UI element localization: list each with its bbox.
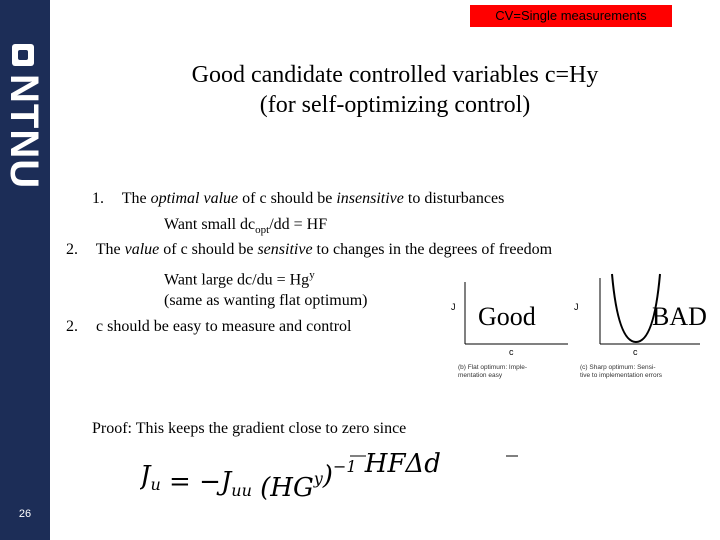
- list-text: to disturbances: [403, 190, 505, 207]
- ntnu-logo-text: NTNU: [2, 74, 46, 190]
- left-caption: (b) Flat optimum: Imple- mentation easy: [458, 364, 527, 379]
- title-line-2: (for self-optimizing control): [259, 92, 531, 118]
- list-number: 2.: [66, 317, 78, 335]
- list-text: /dd = HF: [269, 215, 328, 233]
- emphasis-text: optimal value: [150, 190, 239, 207]
- list-text: Want large dc/du = Hg: [164, 270, 310, 288]
- list-subitem-2b: (same as wanting flat optimum): [164, 292, 368, 309]
- slide-number: 26: [18, 508, 32, 520]
- gradient-equation: [140, 452, 520, 500]
- good-label: Good: [478, 302, 536, 331]
- left-y-label: J: [451, 302, 456, 312]
- list-text: The: [95, 241, 125, 258]
- list-text: The: [121, 190, 151, 207]
- list-item-2: [66, 237, 552, 263]
- right-y-label: J: [574, 302, 579, 312]
- left-x-label: c: [509, 347, 514, 357]
- list-text: of c should be: [159, 241, 258, 258]
- sidebar: [0, 0, 50, 540]
- emphasis-text: value: [124, 241, 160, 258]
- list-text: c should be easy to measure and control: [96, 317, 352, 335]
- equation-graphic: [140, 452, 520, 500]
- slide-title: [70, 60, 720, 120]
- bad-label: BAD: [652, 302, 707, 331]
- right-caption: (c) Sharp optimum: Sensi- tive to implementation errors: [580, 364, 663, 379]
- list-text: to changes in the degrees of freedom: [312, 241, 553, 258]
- ntnu-logo-icon: [12, 44, 34, 66]
- cv-badge: CV=Single measurements: [470, 5, 672, 27]
- list-number: 1.: [92, 190, 104, 207]
- proof-text: Proof: This keeps the gradient close to zero since: [92, 420, 407, 437]
- superscript-text: y: [309, 268, 315, 281]
- emphasis-text: insensitive: [336, 190, 404, 207]
- subscript-text: opt: [255, 223, 270, 236]
- list-item-1: [92, 186, 552, 212]
- list-text: Want small dc: [164, 215, 256, 233]
- title-line-1: Good candidate controlled variables c=Hy: [191, 62, 599, 88]
- right-x-label: c: [633, 347, 638, 357]
- list-number: 2.: [66, 241, 78, 258]
- equation-text: $J_u = -J_{uu}$ $(HG^y)^{-1}$ HFΔd: [140, 452, 441, 500]
- emphasis-text: sensitive: [257, 241, 313, 258]
- list-text: of c should be: [238, 190, 337, 207]
- list-subitem-1: [92, 212, 552, 238]
